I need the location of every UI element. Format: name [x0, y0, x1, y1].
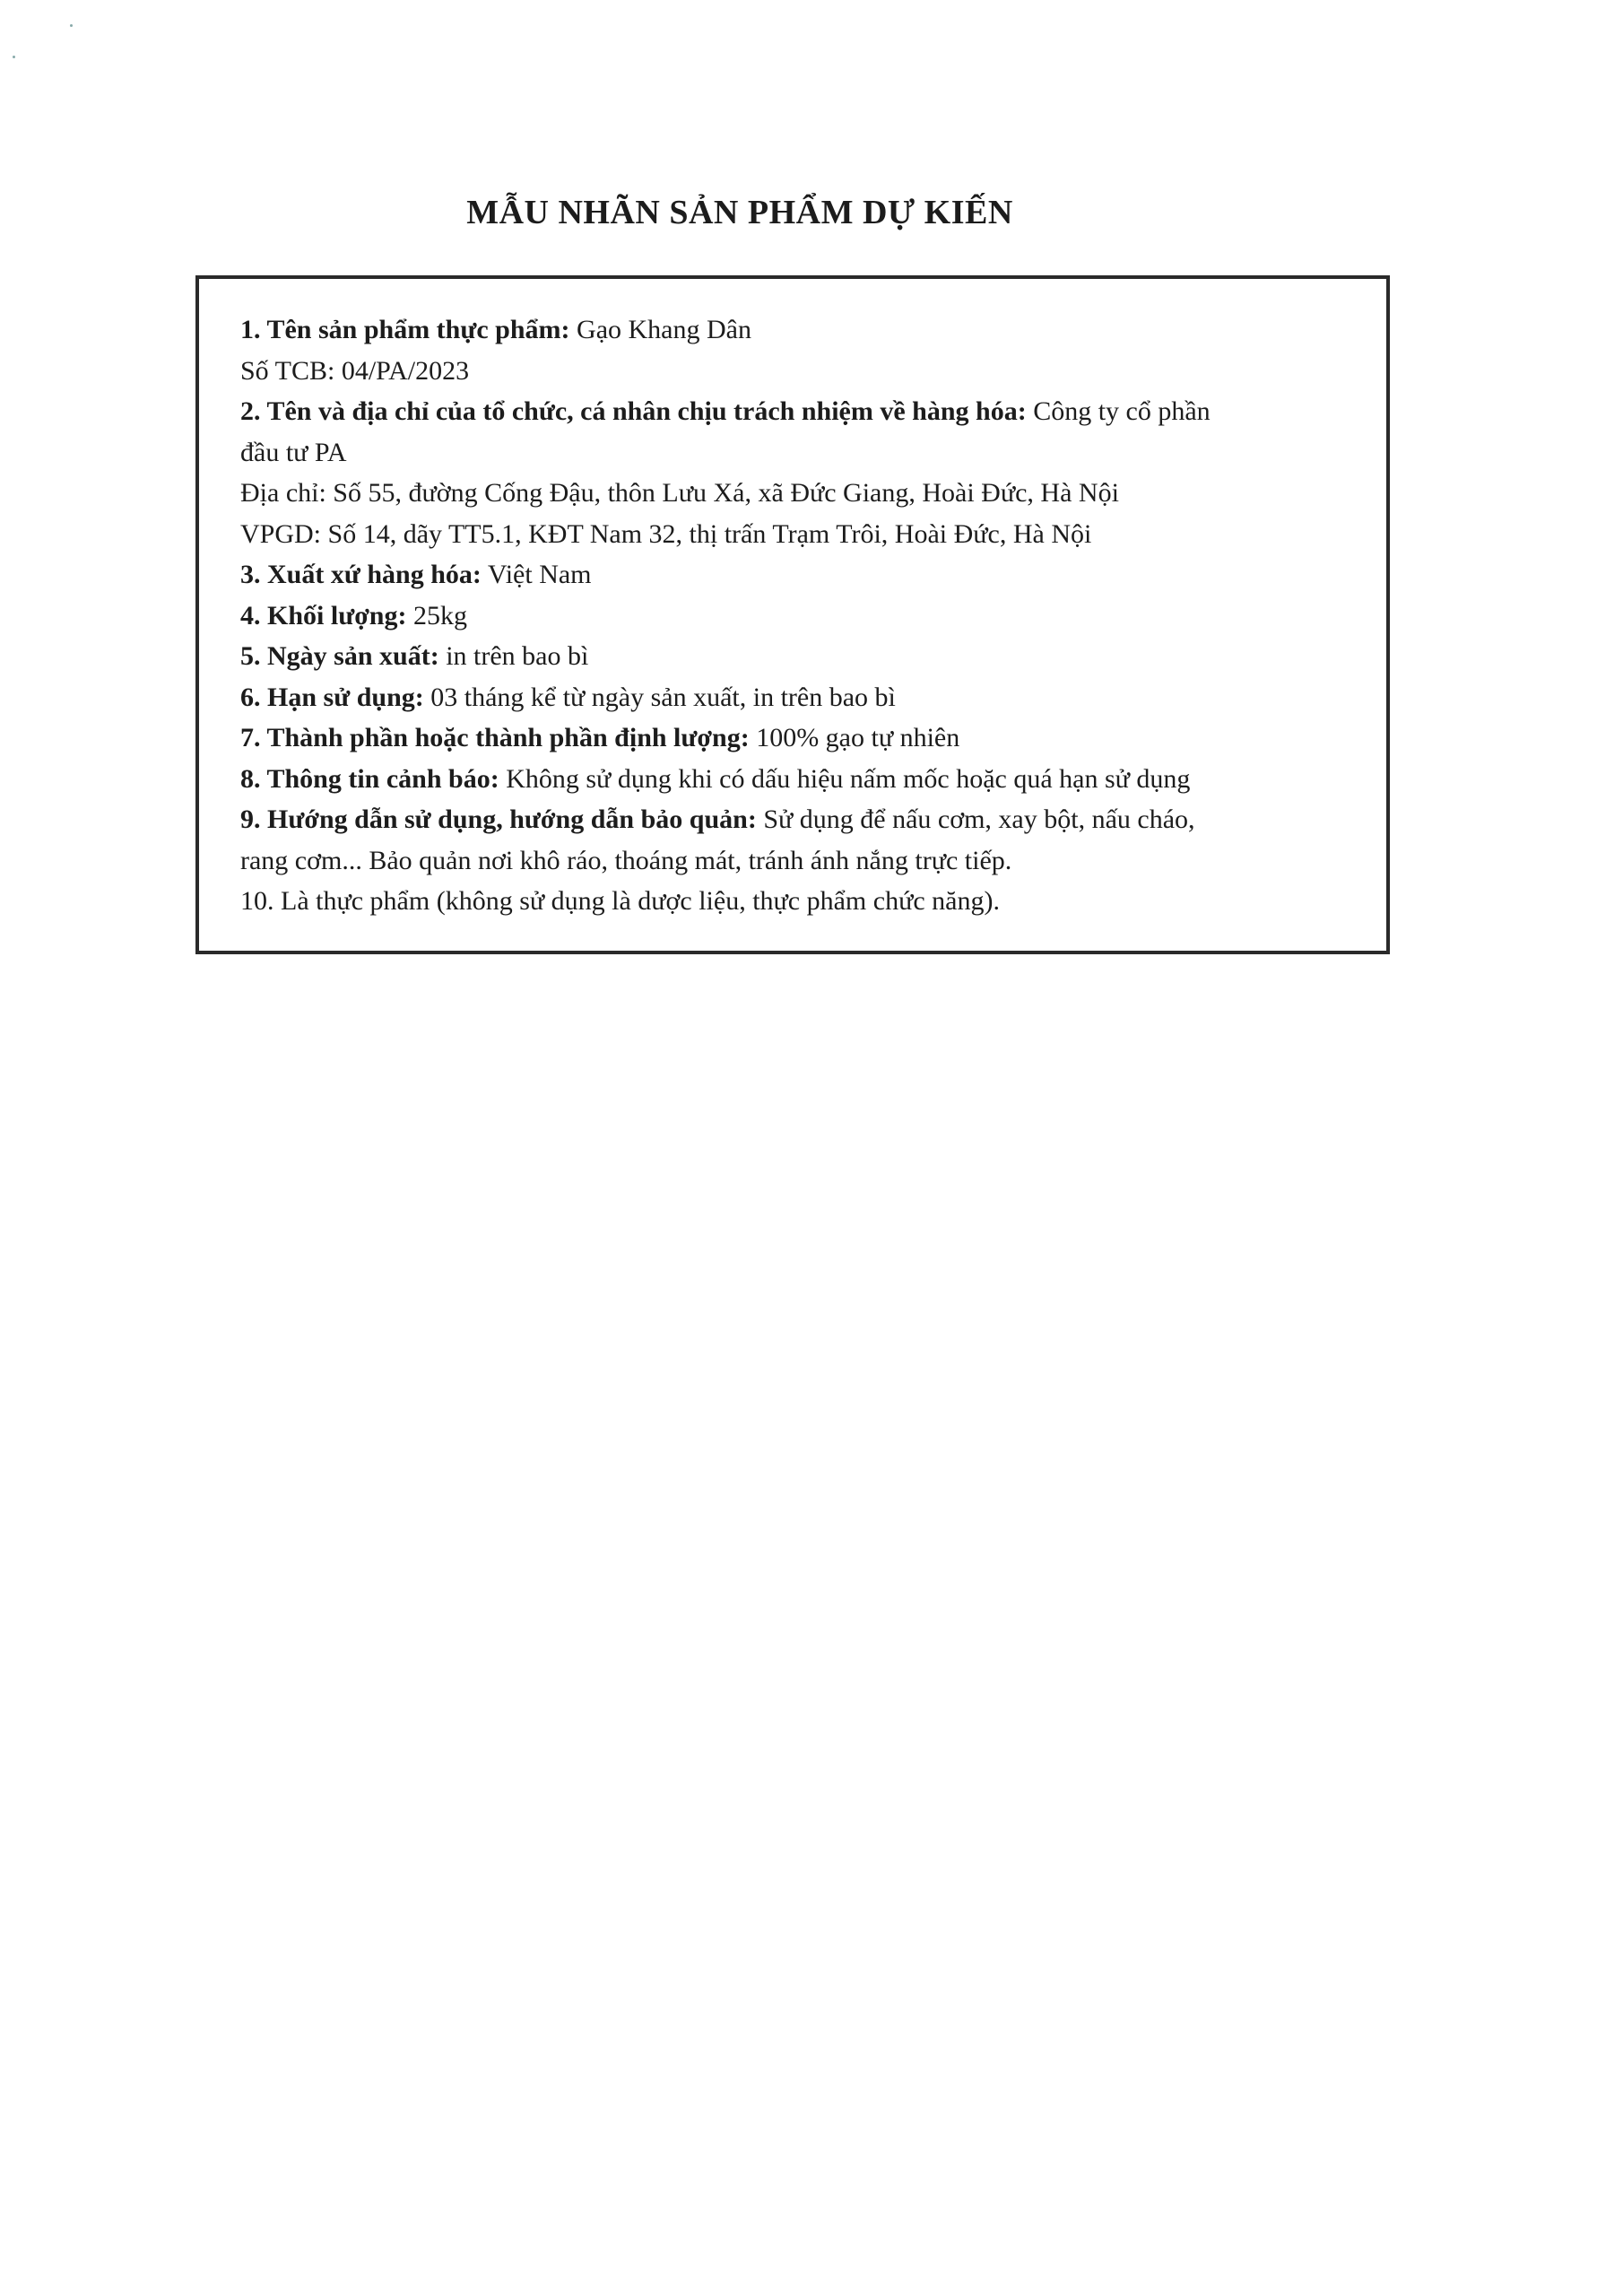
item-weight [240, 596, 1350, 637]
page-title: MẪU NHÃN SẢN PHẨM DỰ KIẾN [466, 194, 1013, 231]
item-tcb-number: Số TCB: 04/PA/2023 [240, 355, 470, 386]
item-responsible-org-cont: đầu tư PA [240, 437, 347, 467]
item-value: 100% gạo tự nhiên [749, 723, 960, 752]
item-food-type: 10. Là thực phẩm (không sử dụng là dược liệu, thực phẩm chức năng). [240, 886, 1000, 916]
item-value: Việt Nam [481, 560, 592, 589]
scan-speck [70, 24, 73, 27]
item-responsible-org [240, 391, 1350, 432]
item-label: 8. Thông tin cảnh báo: [240, 763, 499, 794]
item-production-date [240, 636, 1350, 677]
item-office: VPGD: Số 14, dãy TT5.1, KĐT Nam 32, thị trấn Trạm Trôi, Hoài Đức, Hà Nội [240, 518, 1092, 549]
item-label: 9. Hướng dẫn sử dụng, hướng dẫn bảo quản: [240, 804, 757, 834]
item-warning [240, 759, 1350, 800]
item-value: Gạo Khang Dân [569, 315, 751, 344]
product-label-box [195, 275, 1390, 954]
item-value: Không sử dụng khi có dấu hiệu nấm mốc hoặc quá hạn sử dụng [499, 763, 1191, 794]
item-label: 1. Tên sản phẩm thực phẩm: [240, 315, 570, 344]
item-label: 7. Thành phần hoặc thành phần định lượng: [240, 723, 750, 752]
item-origin [240, 554, 1350, 596]
item-label: 5. Ngày sản xuất: [240, 641, 439, 671]
item-expiry [240, 677, 1350, 718]
item-label: 6. Hạn sử dụng: [240, 682, 424, 712]
item-ingredients [240, 718, 1350, 759]
item-label: 2. Tên và địa chỉ của tổ chức, cá nhân chịu trách nhiệm về hàng hóa: [240, 396, 1027, 426]
item-value: Công ty cổ phần [1026, 396, 1211, 426]
item-product-name [240, 309, 1350, 351]
item-usage-cont: rang cơm... Bảo quản nơi khô ráo, thoáng mát, tránh ánh nắng trực tiếp. [240, 845, 1012, 875]
item-label: 3. Xuất xứ hàng hóa: [240, 560, 482, 589]
item-value: 25kg [406, 600, 467, 631]
item-usage [240, 799, 1350, 840]
item-value: in trên bao bì [438, 641, 589, 671]
item-label: 4. Khối lượng: [240, 600, 407, 631]
item-value: 03 tháng kể từ ngày sản xuất, in trên bao bì [423, 682, 896, 712]
item-address: Địa chỉ: Số 55, đường Cống Đậu, thôn Lưu Xá, xã Đức Giang, Hoài Đức, Hà Nội [240, 478, 1119, 508]
item-value: Sử dụng để nấu cơm, xay bột, nấu cháo, [756, 804, 1195, 834]
scan-speck [13, 56, 15, 58]
